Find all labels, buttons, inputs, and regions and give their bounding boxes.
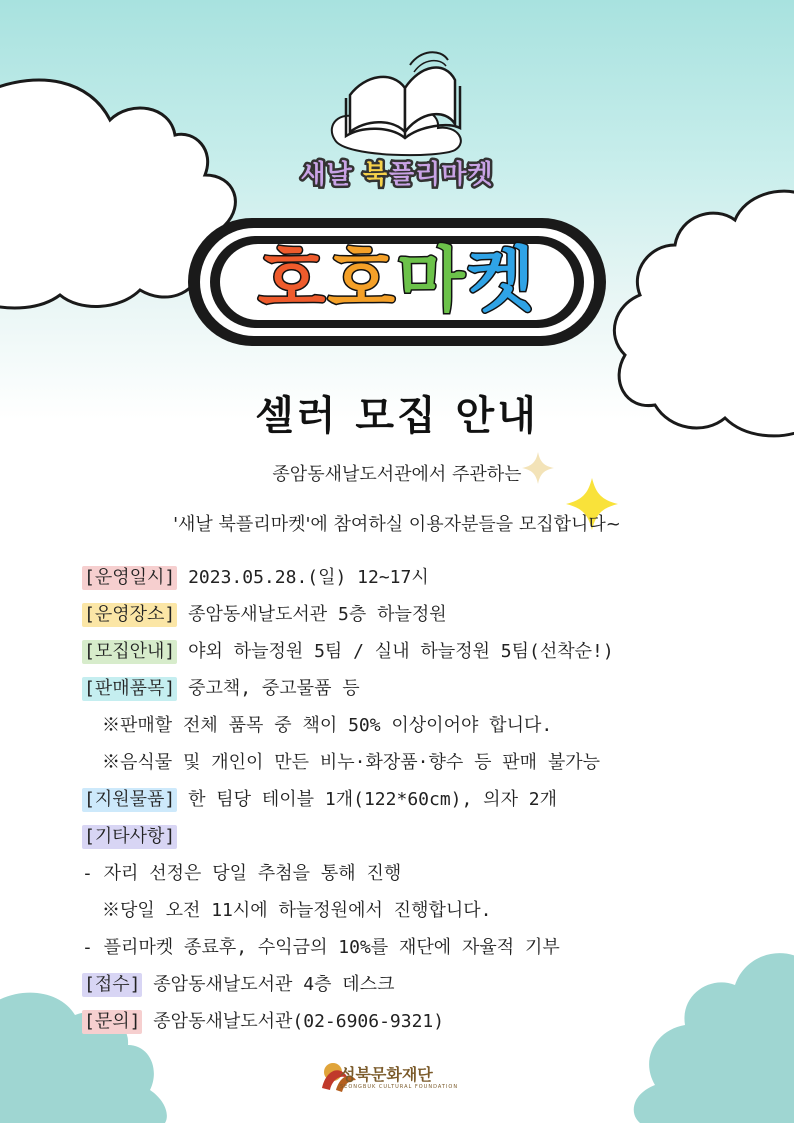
subtitle-part1: 새날 — [300, 160, 363, 190]
info-row-items — [82, 673, 762, 710]
apply-label: [접수] — [84, 974, 141, 995]
place-value: 종암동새날도서관 5층 하늘정원 — [177, 604, 447, 625]
intro-line-2: '새날 북플리마켓'에 참여하실 이용자분들을 모집합니다~ — [173, 514, 621, 535]
page-heading: 셀러 모집 안내 — [255, 393, 539, 439]
items-label: [판매품목] — [84, 678, 176, 699]
datetime-value: 2023.05.28.(일) 12~17시 — [177, 567, 429, 588]
subtitle-banner — [0, 154, 794, 191]
items-note-1: ※판매할 전체 품목 중 책이 50% 이상이어야 합니다. — [102, 715, 553, 736]
place-label: [운영장소] — [84, 604, 176, 625]
etc-line-1: - 자리 선정은 당일 추첨을 통해 진행 — [82, 863, 402, 884]
items-value: 중고책, 중고물품 등 — [177, 678, 360, 699]
info-row-place — [82, 599, 762, 636]
title-char-1: 호 — [257, 239, 328, 321]
info-row-recruit — [82, 636, 762, 673]
info-row-contact — [82, 1006, 762, 1043]
recruit-label: [모집안내] — [84, 641, 176, 662]
info-row-apply — [82, 969, 762, 1006]
apply-value: 종암동새날도서관 4층 데스크 — [142, 974, 395, 995]
info-row-datetime — [82, 562, 762, 599]
foundation-name: 성북문화재단 — [340, 1065, 433, 1084]
foundation-english-name: SEONGBUK CULTURAL FOUNDATION — [340, 1084, 459, 1090]
support-value: 한 팀당 테이블 1개(122*60cm), 의자 2개 — [177, 789, 558, 810]
info-row-etc — [82, 821, 762, 858]
title-char-2: 호 — [327, 239, 397, 321]
contact-value: 종암동새날도서관(02-6906-9321) — [142, 1011, 445, 1032]
info-row-support — [82, 784, 762, 821]
title-char-4: 켓 — [466, 239, 537, 321]
intro-line-1: 종암동새날도서관에서 주관하는 — [272, 464, 522, 485]
title-char-3: 마 — [397, 239, 467, 321]
datetime-label: [운영일시] — [84, 567, 176, 588]
support-label: [지원물품] — [84, 789, 176, 810]
subtitle-part3: 플리마켓 — [388, 160, 494, 190]
info-list — [82, 562, 762, 1043]
items-note-2: ※음식물 및 개인이 만든 비누·화장품·향수 등 판매 불가능 — [102, 752, 601, 773]
etc-label: [기타사항] — [84, 826, 176, 847]
etc-note-1: ※당일 오전 11시에 하늘정원에서 진행합니다. — [102, 900, 492, 921]
main-title — [210, 240, 584, 320]
contact-label: [문의] — [84, 1011, 141, 1032]
book-icon — [346, 52, 460, 138]
etc-line-2: - 플리마켓 종료후, 수익금의 10%를 재단에 자율적 기부 — [82, 937, 560, 958]
subtitle-part2: 북 — [362, 160, 389, 190]
recruit-value: 야외 하늘정원 5팀 / 실내 하늘정원 5팀(선착순!) — [177, 641, 614, 662]
